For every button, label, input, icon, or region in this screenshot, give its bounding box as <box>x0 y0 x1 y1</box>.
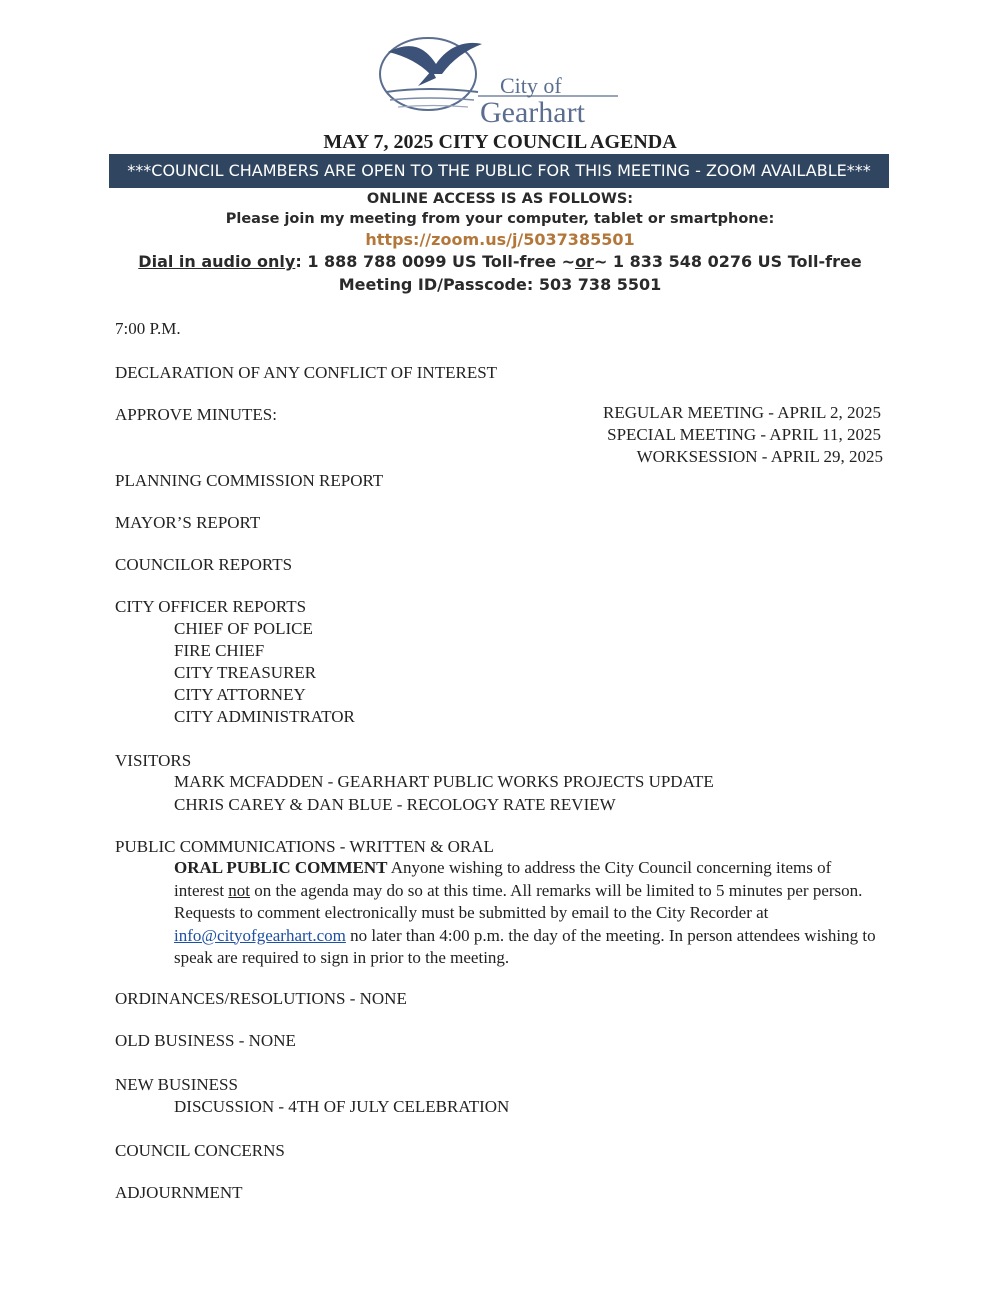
online-access-heading: ONLINE ACCESS IS AS FOLLOWS: <box>366 191 634 207</box>
dial-in-line <box>0 252 1000 271</box>
visitor-item: MARK MCFADDEN - GEARHART PUBLIC WORKS PROJECTS UPDATE <box>174 772 714 791</box>
minutes-item: REGULAR MEETING - APRIL 2, 2025 <box>603 403 881 422</box>
visitors-label: VISITORS <box>115 751 192 770</box>
agenda-title: MAY 7, 2025 CITY COUNCIL AGENDA <box>323 131 677 153</box>
conflict-of-interest: DECLARATION OF ANY CONFLICT OF INTEREST <box>115 363 498 382</box>
officer-item: CITY ADMINISTRATOR <box>174 707 355 726</box>
dial-number-2: ~ 1 833 548 0276 US Toll-free <box>593 252 862 271</box>
council-concerns: COUNCIL CONCERNS <box>115 1141 285 1160</box>
planning-commission-report: PLANNING COMMISSION REPORT <box>115 471 384 490</box>
officer-item: CITY ATTORNEY <box>174 685 306 704</box>
join-instruction: Please join my meeting from your computer, tablet or smartphone: <box>225 211 775 227</box>
zoom-link[interactable]: https://zoom.us/j/5037385501 <box>365 230 635 249</box>
officer-item: CHIEF OF POLICE <box>174 619 313 638</box>
new-business-label: NEW BUSINESS <box>115 1075 238 1094</box>
dial-label: Dial in audio only <box>138 252 296 271</box>
visitor-item: CHRIS CAREY & DAN BLUE - RECOLOGY RATE REVIEW <box>174 795 616 814</box>
minutes-item: SPECIAL MEETING - APRIL 11, 2025 <box>607 425 881 444</box>
logo-line1: City of <box>500 73 562 98</box>
old-business: OLD BUSINESS - NONE <box>115 1031 296 1050</box>
oral-public-comment: ORAL PUBLIC COMMENT Anyone wishing to address the City Council concerning items of interest not on the agenda may do so at this time. All remarks will be limited to 5 minutes per person. Requests to comment electronically must be submitted by email to the City Recorder at info@cityofgearhart.com no later than 4:00 p.m. the day of the meeting. In person attendees wishing to speak are required to sign in prior to the meeting. <box>174 858 876 967</box>
officer-item: CITY TREASURER <box>174 663 317 682</box>
mayors-report: MAYOR’S REPORT <box>115 513 261 532</box>
approve-minutes-label: APPROVE MINUTES: <box>115 405 277 424</box>
meeting-id: Meeting ID/Passcode: 503 738 5501 <box>338 275 662 294</box>
ordinances-resolutions: ORDINANCES/RESOLUTIONS - NONE <box>115 989 407 1008</box>
meeting-time: 7:00 P.M. <box>115 319 181 338</box>
minutes-item: WORKSESSION - APRIL 29, 2025 <box>636 447 883 466</box>
adjournment: ADJOURNMENT <box>115 1183 243 1202</box>
officer-item: FIRE CHIEF <box>174 641 265 660</box>
councilor-reports: COUNCILOR REPORTS <box>115 555 293 574</box>
public-communications-label: PUBLIC COMMUNICATIONS - WRITTEN & ORAL <box>115 837 494 856</box>
city-officer-reports-label: CITY OFFICER REPORTS <box>115 597 307 616</box>
logo-line2: Gearhart <box>480 96 585 129</box>
not-word: not <box>228 880 251 900</box>
dial-number-1: : 1 888 788 0099 US Toll-free ~ <box>295 252 576 271</box>
or-word: or <box>575 252 594 271</box>
email-link[interactable]: info@cityofgearhart.com <box>174 925 346 945</box>
public-access-banner: ***COUNCIL CHAMBERS ARE OPEN TO THE PUBLIC FOR THIS MEETING - ZOOM AVAILABLE*** <box>109 154 889 188</box>
oral-public-comment-heading: ORAL PUBLIC COMMENT <box>174 858 388 877</box>
gearhart-logo <box>378 34 628 132</box>
new-business-item: DISCUSSION - 4TH OF JULY CELEBRATION <box>174 1097 510 1116</box>
